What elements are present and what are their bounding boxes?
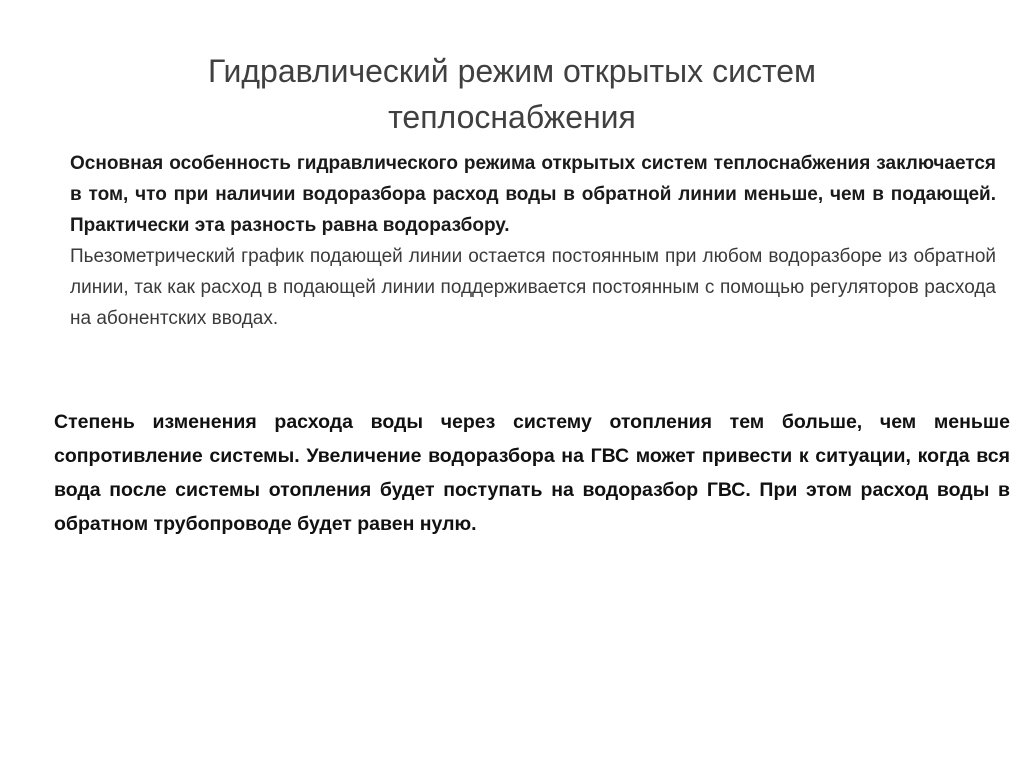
paragraph-piezometric-graph: Пьезометрический график подающей линии остается постоянным при любом водоразборе из обратной линии, так как расход в подающей линии поддерживается постоянным с помощью регуляторов расхода на абонентских вводах. <box>70 246 996 329</box>
text-block-main <box>70 148 996 334</box>
slide-title: Гидравлический режим открытых систем теплоснабжения <box>207 53 817 135</box>
text-block-secondary <box>54 405 1010 541</box>
paragraph-main-feature: Основная особенность гидравлического режима открытых систем теплоснабжения заключается в том, что при наличии водоразбора расход воды в обратной линии меньше, чем в подающей. Практически эта разность равна водоразбору. <box>70 153 996 236</box>
paragraph-flow-change: Степень изменения расхода воды через систему отопления тем больше, чем меньше сопротивление системы. Увеличение водоразбора на ГВС может привести к ситуации, когда вся вода после системы отопления будет поступать на водоразбор ГВС. При этом расход воды в обратном трубопроводе будет равен нулю. <box>54 411 1010 535</box>
